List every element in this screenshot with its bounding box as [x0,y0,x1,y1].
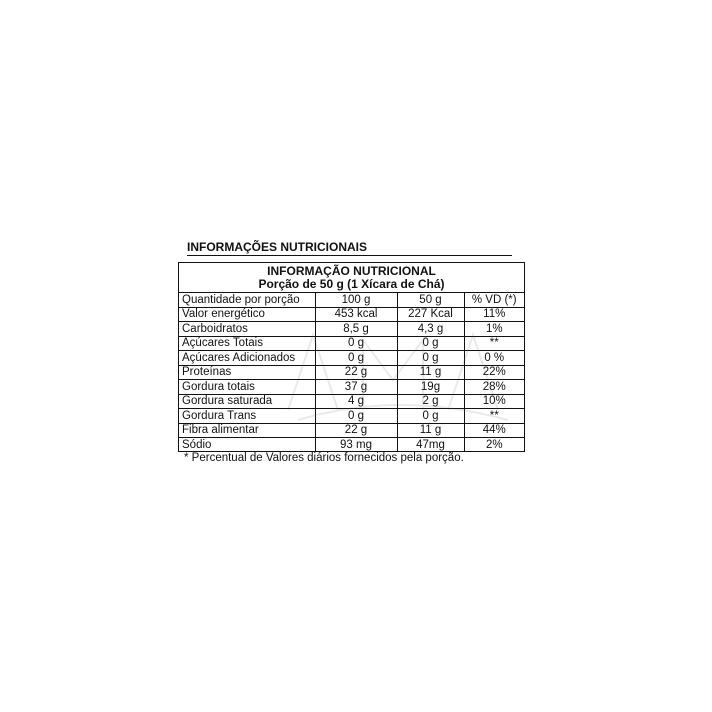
value-vd: 10% [464,394,524,409]
value-vd: 1% [464,322,524,337]
panel-header [179,263,524,292]
nutrient-name: Gordura Trans [179,409,315,424]
value-100g: 0 g [315,351,397,366]
value-50g: 227 Kcal [397,307,464,322]
value-vd: ** [464,336,524,351]
value-100g: 22 g [315,365,397,380]
value-vd: 11% [464,307,524,322]
value-100g: 22 g [315,423,397,438]
header-vd: % VD (*) [464,293,524,308]
section-title: INFORMAÇÕES NUTRICIONAIS [187,240,512,256]
value-vd: 0 % [464,351,524,366]
table-row [179,365,524,380]
table-row [179,409,524,424]
nutrition-table [179,292,524,452]
value-vd: 22% [464,365,524,380]
nutrient-name: Fibra alimentar [179,423,315,438]
header-100g: 100 g [315,293,397,308]
nutrient-name: Açúcares Adicionados [179,351,315,366]
footnote: * Percentual de Valores diários fornecidos pela porção. [184,452,464,464]
value-100g: 0 g [315,409,397,424]
value-vd: ** [464,409,524,424]
value-50g: 11 g [397,365,464,380]
value-100g: 0 g [315,336,397,351]
value-100g: 4 g [315,394,397,409]
value-50g: 47mg [397,438,464,452]
nutrient-name: Valor energético [179,307,315,322]
header-50g: 50 g [397,293,464,308]
nutrient-name: Açúcares Totais [179,336,315,351]
value-50g: 4,3 g [397,322,464,337]
value-vd: 44% [464,423,524,438]
value-vd: 2% [464,438,524,452]
table-row [179,438,524,452]
nutrient-name: Carboidratos [179,322,315,337]
nutrition-facts-panel [178,262,525,452]
value-100g: 453 kcal [315,307,397,322]
value-50g: 0 g [397,351,464,366]
table-row [179,394,524,409]
value-50g: 2 g [397,394,464,409]
table-row [179,423,524,438]
panel-subtitle: Porção de 50 g (1 Xícara de Chá) [258,277,445,291]
value-50g: 0 g [397,336,464,351]
value-50g: 0 g [397,409,464,424]
table-row [179,351,524,366]
value-100g: 8,5 g [315,322,397,337]
value-vd: 28% [464,380,524,395]
nutrient-name: Proteínas [179,365,315,380]
table-header-row [179,293,524,308]
value-50g: 19g [397,380,464,395]
table-row [179,307,524,322]
table-row [179,336,524,351]
table-row [179,380,524,395]
nutrient-name: Sódio [179,438,315,452]
table-row [179,322,524,337]
nutrient-name: Gordura saturada [179,394,315,409]
panel-title: INFORMAÇÃO NUTRICIONAL [267,264,436,278]
value-50g: 11 g [397,423,464,438]
nutrient-name: Gordura totais [179,380,315,395]
header-quantity: Quantidade por porção [179,293,315,308]
value-100g: 37 g [315,380,397,395]
value-100g: 93 mg [315,438,397,452]
